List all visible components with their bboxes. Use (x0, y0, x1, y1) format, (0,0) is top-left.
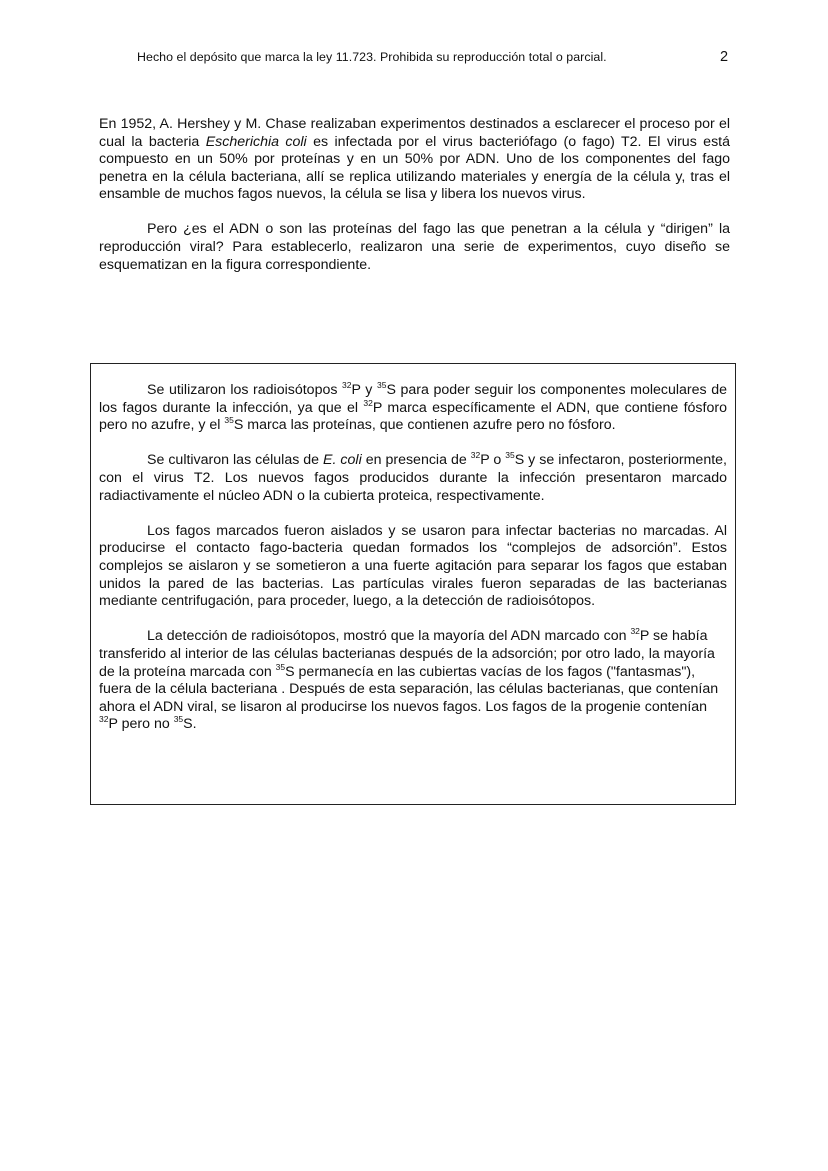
isotope-mass-number: 32 (630, 626, 640, 637)
text-run: S para poder seguir los componentes moleculares de los fagos durante la infección, ya que el (99, 382, 727, 416)
text-run: Se cultivaron las células de (147, 452, 324, 469)
isotope-mass-number: 32 (363, 397, 373, 408)
experiment-box (90, 363, 736, 805)
text-run: S marca las proteínas, que contienen azufre pero no fósforo. (233, 417, 616, 434)
isotope-mass-number: 35 (224, 415, 234, 426)
intro-paragraph-2: Pero ¿es el ADN o son las proteínas del fago las que penetran a la célula y “dirigen” la reproducción viral? Para establecerlo, realizaron una serie de experimentos, cuyo diseño se esquematizan en la figura correspondiente. (99, 221, 730, 273)
text-run: P o (480, 452, 506, 469)
text-run: en presencia de (361, 452, 471, 469)
text-run: La detección de radioisótopos, mostró que la mayoría del ADN marcado con (147, 628, 631, 645)
text-run: S permanecía en las cubiertas vacías de los fagos ("fantasmas"), fuera de la célula bacteriana . Después de esta separación, las células bacterianas, que contenían ahora el ADN viral, se lisaron al producirse los nuevos fagos. Los fagos de la progenie contenían (99, 663, 719, 715)
page-header: Hecho el depósito que marca la ley 11.723. Prohibida su reproducción total o parcial. (137, 50, 607, 64)
box-paragraph-4 (99, 628, 727, 734)
isotope-mass-number: 35 (505, 450, 515, 461)
box-paragraph-3: Los fagos marcados fueron aislados y se usaron para infectar bacterias no marcadas. Al producirse el contacto fago-bacteria quedan formados los “complejos de adsorción”. Estos complejos se aislaron y se sometieron a una fuerte agitación para separar los fagos que estaban unidos la pared de las bacterias. Las partículas virales fueron separadas de las bacterianas mediante centrifugación, para proceder, luego, a la detección de radioisótopos. (99, 522, 727, 610)
intro-section (99, 116, 730, 274)
text-run: P marca específicamente el ADN, que contiene fósforo pero no azufre, y el (99, 399, 727, 434)
text-run: En 1952, A. Hershey y M. Chase realizaban experimentos destinados a esclarecer el proceso por el cual la bacteria (99, 116, 730, 150)
isotope-mass-number: 35 (275, 661, 286, 672)
isotope-mass-number: 32 (342, 380, 352, 390)
italic-species-name: E. coli (323, 452, 362, 469)
isotope-mass-number: 32 (470, 450, 481, 461)
text-run: S y se infectaron, posteriormente, con el virus T2. Los nuevos fagos producidos durante la infección presentaron marcado radiactivamente el núcleo ADN o la cubierta proteica, respectivamente. (99, 452, 727, 504)
isotope-mass-number: 35 (377, 380, 387, 390)
text-run: S. (183, 716, 197, 733)
text-run: es infectada por el virus bacteriófago (o fago) T2. El virus está compuesto en un 50% por proteínas y en un 50% por ADN. Uno de los componentes del fago penetra en la célula bacteriana, allí se replica utilizando materiales y energía de la célula y, tras el ensamble de muchos fagos nuevos, la célula se lisa y libera los nuevos virus. (99, 133, 730, 203)
isotope-mass-number: 35 (173, 714, 184, 725)
italic-species-name: Escherichia coli (205, 133, 307, 150)
experiment-box-text (99, 382, 727, 734)
text-run: Se utilizaron los radioisótopos (147, 382, 343, 398)
box-paragraph-2 (99, 452, 727, 505)
page-number: 2 (720, 49, 729, 65)
text-run: P se había transferido al interior de las células bacterianas después de la adsorción; por otro lado, la mayoría de la proteína marcada con (99, 628, 715, 680)
text-run: P pero no (108, 716, 174, 733)
intro-paragraph-1 (99, 116, 730, 204)
text-run: P y (351, 382, 377, 398)
box-paragraph-1 (99, 382, 727, 435)
isotope-mass-number: 32 (99, 714, 109, 725)
